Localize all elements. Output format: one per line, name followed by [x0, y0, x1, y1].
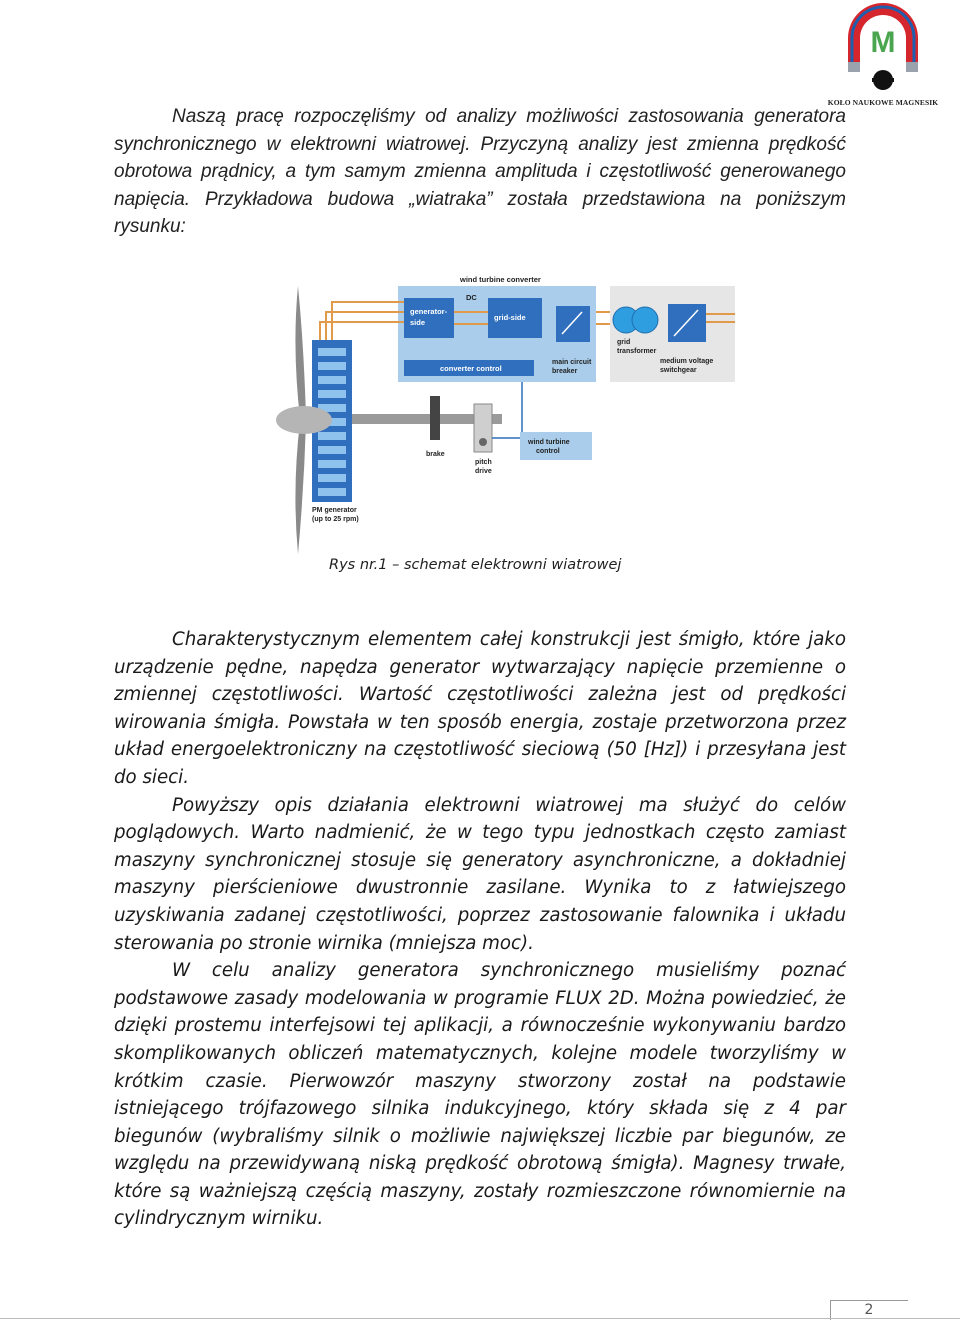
label-medium-voltage-1: medium voltage: [660, 358, 714, 365]
label-pm-generator-1: PM generator: [312, 507, 357, 514]
label-wind-turbine-control-2: control: [536, 448, 560, 455]
transformer-coil-2: [632, 307, 658, 333]
label-main-breaker-2: breaker: [552, 368, 578, 375]
label-pm-generator-2: (up to 25 rpm): [312, 516, 359, 523]
label-pitch-drive-1: pitch: [475, 459, 492, 466]
label-wind-turbine-control-1: wind turbine: [528, 439, 570, 446]
logo-caption: KOŁO NAUKOWE MAGNESIK: [827, 98, 939, 107]
magnesik-logo: [826, 0, 940, 110]
rotor-blade-bottom: [295, 422, 306, 554]
paragraph-2: Powyższy opis działania elektrowni wiatrowej ma służyć do celów poglądowych. Warto nadmienić, że w tego typu jednostkach często zamiast maszyny synchronicznej stosuje się generatory asynchroniczne, a dokładniej maszyny pierścieniowe dwustronnie zasilane. Wynika to z łatwiejszego uzyskiwania zadanej częstotliwości, poprzez zastosowanie falownika i układu sterowania po stronie wirnika (mniejsza moc).: [114, 794, 846, 954]
figure-caption: Rys nr.1 – schemat elektrowni wiatrowej: [329, 557, 622, 573]
label-generator-side-2: side: [410, 318, 426, 327]
label-brake: brake: [426, 451, 445, 458]
bottom-rule: [0, 1318, 960, 1319]
label-main-breaker-1: main circuit: [552, 359, 592, 366]
label-grid-transformer-1: grid: [617, 339, 631, 346]
intro-paragraph: [114, 103, 846, 241]
paragraph-1: Charakterystycznym elementem całej konstrukcji jest śmigło, które jako urządzenie pędne, napędza generator wytwarzający napięcie przemienne o zmiennej częstotliwości. Wartość częstotliwości zależna jest od prędkości wirowania śmigła. Powstała w ten sposób energia, zostaje przetworzona przez układ energoelektroniczny na częstotliwość sieciową (50 [Hz]) i przesyłana jest do sieci.: [114, 629, 846, 788]
logo-letter: M: [870, 26, 896, 59]
rotor-hub: [276, 406, 332, 434]
wind-turbine-control-block: [520, 432, 592, 460]
label-pitch-drive-2: drive: [475, 468, 492, 475]
page-number: 2: [864, 1302, 874, 1318]
main-breaker-block: [556, 306, 590, 342]
label-dc: DC: [466, 293, 477, 302]
wind-turbine-diagram: [270, 268, 740, 558]
paragraph-3: W celu analizy generatora synchronicznego musieliśmy poznać podstawowe zasady modelowania w programie FLUX 2D. Można powiedzieć, że dzięki prostemu interfejsowi tej aplikacji, a równocześnie wykonywaniu bardzo skomplikowanych obliczeń matematycznych, kolejne modele tworzyliśmy w krótkim czasie. Pierwowzór maszyny stworzony został na podstawie istniejącego trójfazowego silnika indukcyjnego, który składa się z 4 par biegunów (wybraliśmy silnik o możliwie największej liczbie par biegunów, ze względu na przewidywaną niską prędkość obrotową śmigła). Magnesy trwałe, które są ważniejszą częścią maszyny, zostały rozmieszczone równomiernie na cylindrycznym wirniku.: [114, 960, 846, 1230]
label-generator-side-1: generator-: [410, 307, 448, 316]
label-grid-side: grid-side: [494, 313, 526, 322]
label-grid-transformer-2: transformer: [617, 348, 657, 355]
label-medium-voltage-2: switchgear: [660, 367, 697, 374]
body-text: [114, 626, 846, 1233]
brake-disc: [430, 396, 440, 440]
rotor-blade-top: [295, 286, 306, 418]
label-converter-control: converter control: [440, 364, 502, 373]
label-wind-turbine-converter: wind turbine converter: [460, 275, 541, 284]
intro-text: Naszą pracę rozpoczęliśmy od analizy możliwości zastosowania generatora synchronicznego w elektrowni wiatrowej. Przyczyną analizy jest zmienna prędkość obrotowa prądnicy, a tym samym zmienna amplituda i częstotliwość generowanego napięcia. Przykładowa budowa „wiatraka” została przedstawiona na poniższym rysunku:: [114, 106, 846, 237]
